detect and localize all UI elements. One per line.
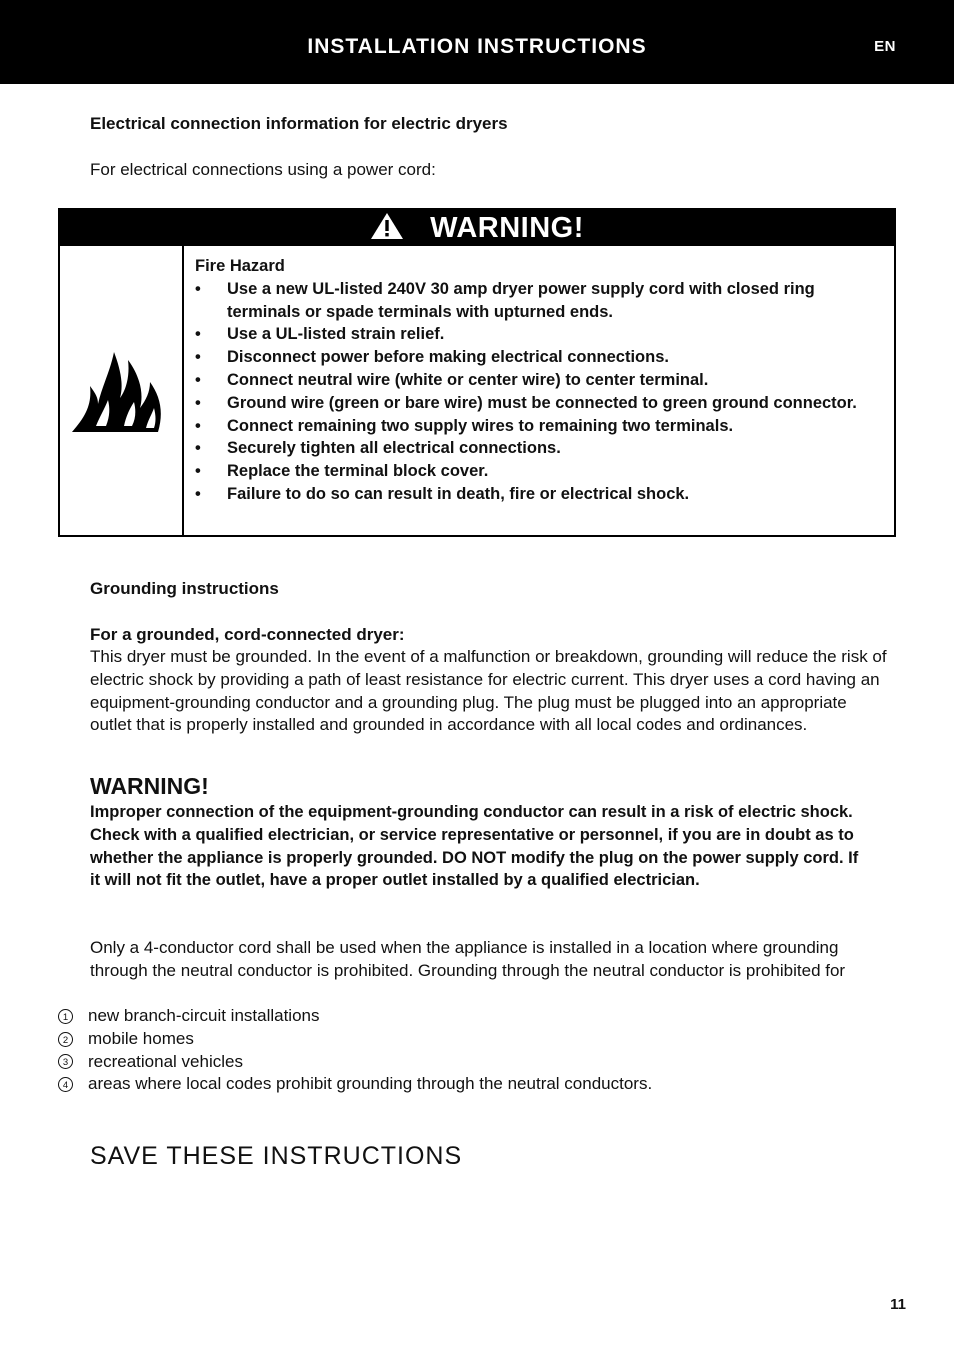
list-item: • Ground wire (green or bare wire) must be connected to green ground connector. [195, 393, 857, 412]
number-badge: 2 [58, 1032, 73, 1047]
page-header [0, 0, 954, 84]
fire-hazard-list [195, 278, 885, 506]
fire-hazard-warning-box [58, 208, 896, 537]
list-item: • Use a UL-listed strain relief. [195, 325, 445, 344]
grounding-warning-title: WARNING! [90, 773, 209, 799]
list-item: • Disconnect power before making electrical connections. [195, 348, 669, 367]
list-item: • Failure to do so can result in death, fire or electrical shock. [195, 484, 690, 503]
save-instructions-heading: SAVE THESE INSTRUCTIONS [90, 1142, 463, 1170]
list-item: • Connect remaining two supply wires to remaining two terminals. [195, 416, 734, 435]
grounding-heading: Grounding instructions [90, 579, 279, 598]
list-item-text: Use a UL-listed strain relief. [227, 325, 445, 344]
list-item: • Connect neutral wire (white or center wire) to center terminal. [195, 370, 709, 389]
grounding-body: This dryer must be grounded. In the event of a malfunction or breakdown, grounding will reduce the risk of electric shock by providing a path of least resistance for electric current. This dryer uses a cord having an equipment-grounding conductor and a grounding plug. The plug must be plugged into an appropriate outlet that is properly installed and grounded in accordance with all local codes and ordinances. [90, 647, 887, 735]
fire-hazard-content [195, 255, 885, 506]
list-item-text: Ground wire (green or bare wire) must be connected to green ground connector. [227, 393, 857, 412]
list-item [58, 1028, 652, 1051]
list-item [58, 1051, 652, 1074]
language-code: EN [874, 38, 896, 55]
list-item: • Securely tighten all electrical connections. [195, 439, 561, 458]
warning-triangle-icon [370, 212, 404, 245]
list-item-text: Replace the terminal block cover. [227, 462, 489, 481]
list-item-text: Connect remaining two supply wires to remaining two terminals. [227, 416, 734, 435]
list-item-text: Use a new UL-listed 240V 30 amp dryer power supply cord with closed ring terminals or spade terminals with upturned ends. [227, 279, 815, 321]
list-item-text: new branch-circuit installations [88, 1006, 320, 1025]
list-item: • Use a new UL-listed 240V 30 amp dryer power supply cord with closed ring terminals or spade terminals with upturned ends. [195, 279, 815, 321]
list-item-text: Connect neutral wire (white or center wire) to center terminal. [227, 370, 709, 389]
number-badge: 1 [58, 1009, 73, 1024]
power-cord-intro: For electrical connections using a power cord: [90, 160, 436, 179]
prohibited-locations-list [58, 1005, 652, 1096]
list-item [58, 1005, 652, 1028]
list-item-text: mobile homes [88, 1028, 194, 1048]
list-item-text: Securely tighten all electrical connections. [227, 439, 561, 458]
list-item-text: recreational vehicles [88, 1051, 243, 1071]
warning-banner [60, 210, 894, 246]
list-item: • Replace the terminal block cover. [195, 462, 489, 481]
page-number: 11 [890, 1296, 906, 1313]
grounding-subheading: For a grounded, cord-connected dryer: [90, 625, 405, 644]
electrical-connection-heading: Electrical connection information for electric dryers [90, 114, 508, 133]
header-title: INSTALLATION INSTRUCTIONS [307, 35, 647, 58]
list-item-text: Failure to do so can result in death, fire or electrical shock. [227, 484, 690, 503]
warning-title: WARNING! [430, 211, 584, 244]
conductor-intro: Only a 4-conductor cord shall be used when the appliance is installed in a location where grounding through the neutral conductor is prohibited. Grounding through the neutral conductor is prohibited for [90, 938, 846, 980]
list-item-text: Disconnect power before making electrical connections. [227, 348, 669, 367]
list-item [58, 1073, 652, 1096]
grounding-warning-body: Improper connection of the equipment-grounding conductor can result in a risk of electric shock. Check with a qualified electrician, or service representative or personnel, if you are in doubt as to whether the appliance is properly grounded. DO NOT modify the plug on the power supply cord. If it will not fit the outlet, have a proper outlet installed by a qualified electrician. [90, 803, 859, 890]
fire-hazard-icon [70, 346, 172, 441]
hazard-icon-cell [60, 246, 184, 535]
list-item-text: areas where local codes prohibit grounding through the neutral conductors. [88, 1074, 653, 1094]
number-badge: 3 [58, 1054, 73, 1069]
fire-hazard-title: Fire Hazard [195, 257, 285, 275]
number-badge: 4 [58, 1077, 73, 1092]
